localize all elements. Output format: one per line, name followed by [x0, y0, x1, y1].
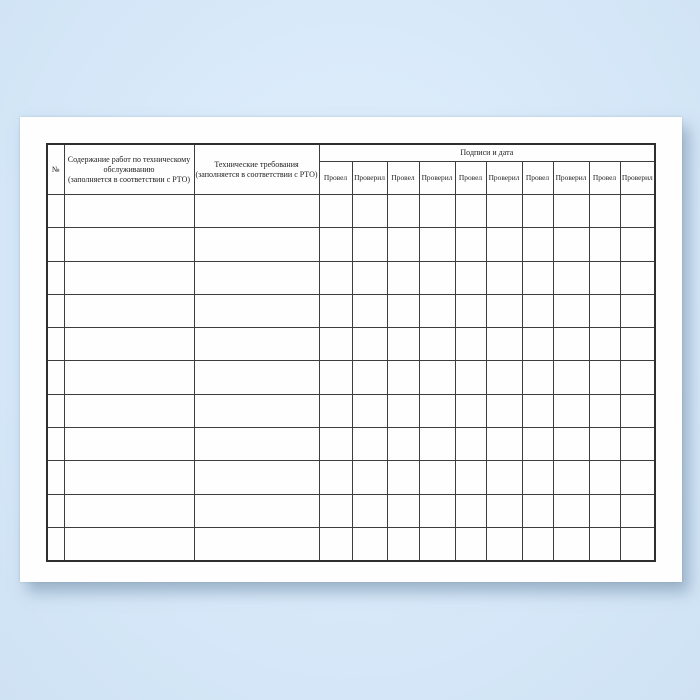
empty-cell: [387, 195, 419, 228]
col-header-sign-6: Проверил: [486, 162, 522, 195]
empty-cell: [486, 261, 522, 294]
table-row: [47, 428, 655, 461]
empty-cell: [553, 195, 589, 228]
empty-cell: [47, 361, 64, 394]
empty-cell: [553, 428, 589, 461]
empty-cell: [455, 494, 486, 527]
empty-cell: [387, 328, 419, 361]
empty-cell: [387, 461, 419, 494]
table-row: [47, 461, 655, 494]
empty-cell: [589, 328, 620, 361]
table-row: [47, 527, 655, 560]
empty-cell: [455, 361, 486, 394]
empty-cell: [589, 361, 620, 394]
empty-cell: [352, 261, 387, 294]
empty-cell: [522, 361, 553, 394]
empty-cell: [589, 527, 620, 560]
empty-cell: [64, 195, 194, 228]
empty-cell: [589, 461, 620, 494]
empty-cell: [352, 328, 387, 361]
empty-cell: [486, 294, 522, 327]
empty-cell: [553, 494, 589, 527]
table-row: [47, 195, 655, 228]
empty-cell: [319, 328, 352, 361]
empty-cell: [319, 261, 352, 294]
empty-cell: [194, 294, 319, 327]
empty-cell: [64, 428, 194, 461]
empty-cell: [387, 361, 419, 394]
empty-cell: [455, 328, 486, 361]
empty-cell: [486, 195, 522, 228]
col-header-signatures: Подписи и дата: [319, 144, 655, 162]
empty-cell: [194, 228, 319, 261]
document-page: [20, 117, 682, 582]
empty-cell: [419, 461, 455, 494]
col-header-sign-1: Провел: [319, 162, 352, 195]
empty-cell: [553, 527, 589, 560]
empty-cell: [620, 328, 655, 361]
header-row-top: [47, 144, 655, 162]
empty-cell: [455, 428, 486, 461]
empty-cell: [387, 428, 419, 461]
empty-cell: [64, 294, 194, 327]
empty-cell: [620, 228, 655, 261]
empty-cell: [522, 428, 553, 461]
empty-cell: [620, 394, 655, 427]
empty-cell: [194, 394, 319, 427]
empty-cell: [620, 261, 655, 294]
empty-cell: [522, 195, 553, 228]
empty-cell: [319, 228, 352, 261]
empty-cell: [620, 294, 655, 327]
empty-cell: [387, 527, 419, 560]
header-line: Содержание работ по техническому: [67, 154, 191, 164]
empty-cell: [553, 461, 589, 494]
empty-cell: [319, 494, 352, 527]
empty-cell: [620, 361, 655, 394]
empty-cell: [522, 294, 553, 327]
empty-cell: [319, 461, 352, 494]
empty-cell: [319, 527, 352, 560]
empty-cell: [319, 294, 352, 327]
empty-cell: [64, 527, 194, 560]
empty-cell: [352, 494, 387, 527]
maintenance-table: [46, 143, 656, 562]
col-header-number: №: [47, 144, 64, 195]
empty-cell: [522, 527, 553, 560]
empty-cell: [620, 428, 655, 461]
col-header-sign-8: Проверил: [553, 162, 589, 195]
empty-cell: [589, 261, 620, 294]
empty-cell: [64, 228, 194, 261]
col-header-sign-5: Провел: [455, 162, 486, 195]
empty-cell: [486, 228, 522, 261]
empty-cell: [64, 461, 194, 494]
empty-cell: [419, 428, 455, 461]
col-header-sign-10: Проверил: [620, 162, 655, 195]
table-row: [47, 261, 655, 294]
table-row: [47, 228, 655, 261]
empty-cell: [47, 527, 64, 560]
empty-cell: [486, 361, 522, 394]
empty-cell: [455, 195, 486, 228]
empty-cell: [47, 261, 64, 294]
empty-cell: [419, 527, 455, 560]
empty-cell: [319, 428, 352, 461]
empty-cell: [522, 328, 553, 361]
empty-cell: [194, 328, 319, 361]
empty-cell: [47, 428, 64, 461]
empty-cell: [64, 261, 194, 294]
col-header-sign-2: Проверил: [352, 162, 387, 195]
empty-cell: [589, 494, 620, 527]
empty-cell: [455, 294, 486, 327]
empty-cell: [553, 361, 589, 394]
empty-cell: [486, 527, 522, 560]
table-row: [47, 494, 655, 527]
empty-cell: [194, 195, 319, 228]
empty-cell: [553, 228, 589, 261]
empty-cell: [319, 361, 352, 394]
empty-cell: [47, 328, 64, 361]
empty-cell: [486, 428, 522, 461]
empty-cell: [620, 195, 655, 228]
header-line: (заполняется в соответствии с РТО): [195, 169, 318, 179]
empty-cell: [47, 461, 64, 494]
empty-cell: [194, 261, 319, 294]
col-header-sign-9: Провел: [589, 162, 620, 195]
table-row: [47, 361, 655, 394]
empty-cell: [387, 494, 419, 527]
empty-cell: [64, 328, 194, 361]
table-body: [47, 195, 655, 561]
table-row: [47, 328, 655, 361]
empty-cell: [419, 228, 455, 261]
empty-cell: [455, 527, 486, 560]
empty-cell: [419, 328, 455, 361]
table-row: [47, 394, 655, 427]
empty-cell: [522, 461, 553, 494]
empty-cell: [522, 261, 553, 294]
empty-cell: [553, 294, 589, 327]
empty-cell: [419, 361, 455, 394]
empty-cell: [319, 195, 352, 228]
empty-cell: [620, 461, 655, 494]
empty-cell: [47, 294, 64, 327]
empty-cell: [194, 361, 319, 394]
header-line: обслуживанию: [103, 164, 155, 174]
empty-cell: [589, 294, 620, 327]
header-line: Технические требования: [214, 159, 299, 169]
empty-cell: [522, 394, 553, 427]
empty-cell: [352, 361, 387, 394]
empty-cell: [620, 494, 655, 527]
empty-cell: [194, 461, 319, 494]
empty-cell: [352, 195, 387, 228]
empty-cell: [486, 328, 522, 361]
empty-cell: [47, 394, 64, 427]
empty-cell: [64, 494, 194, 527]
empty-cell: [352, 461, 387, 494]
empty-cell: [194, 494, 319, 527]
empty-cell: [387, 294, 419, 327]
empty-cell: [419, 294, 455, 327]
empty-cell: [64, 394, 194, 427]
empty-cell: [352, 394, 387, 427]
empty-cell: [387, 261, 419, 294]
empty-cell: [419, 261, 455, 294]
col-header-work: [64, 144, 194, 195]
empty-cell: [455, 394, 486, 427]
empty-cell: [522, 228, 553, 261]
empty-cell: [64, 361, 194, 394]
empty-cell: [620, 527, 655, 560]
empty-cell: [47, 494, 64, 527]
empty-cell: [553, 394, 589, 427]
empty-cell: [553, 261, 589, 294]
col-header-sign-4: Проверил: [419, 162, 455, 195]
empty-cell: [455, 461, 486, 494]
empty-cell: [486, 494, 522, 527]
empty-cell: [352, 428, 387, 461]
empty-cell: [589, 228, 620, 261]
empty-cell: [419, 195, 455, 228]
header-line: (заполняется в соответствии с РТО): [67, 174, 191, 184]
table-row: [47, 294, 655, 327]
empty-cell: [352, 527, 387, 560]
empty-cell: [589, 428, 620, 461]
empty-cell: [455, 228, 486, 261]
col-header-sign-7: Провел: [522, 162, 553, 195]
empty-cell: [486, 394, 522, 427]
empty-cell: [194, 428, 319, 461]
col-header-tech: [194, 144, 319, 195]
empty-cell: [589, 195, 620, 228]
empty-cell: [194, 527, 319, 560]
empty-cell: [589, 394, 620, 427]
empty-cell: [419, 394, 455, 427]
empty-cell: [553, 328, 589, 361]
empty-cell: [47, 228, 64, 261]
empty-cell: [387, 228, 419, 261]
empty-cell: [352, 228, 387, 261]
empty-cell: [47, 195, 64, 228]
empty-cell: [319, 394, 352, 427]
empty-cell: [352, 294, 387, 327]
empty-cell: [387, 394, 419, 427]
empty-cell: [455, 261, 486, 294]
col-header-sign-3: Провел: [387, 162, 419, 195]
empty-cell: [486, 461, 522, 494]
empty-cell: [419, 494, 455, 527]
empty-cell: [522, 494, 553, 527]
